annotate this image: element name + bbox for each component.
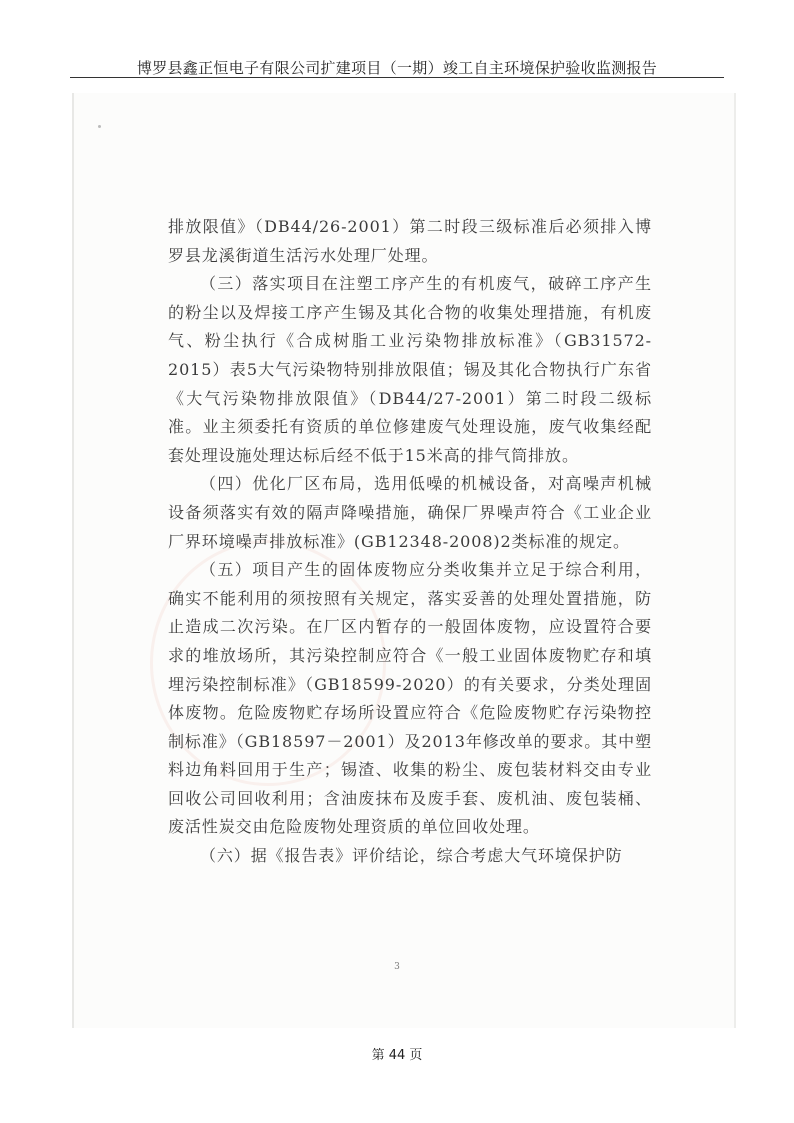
page-footer-number: 第 44 页: [371, 1048, 423, 1063]
paragraph-item-6: （六）据《报告表》评价结论，综合考虑大气环境保护防: [200, 846, 623, 866]
scan-right-edge: [734, 93, 736, 1028]
document-body: [168, 213, 652, 871]
paragraph-item-4: （四）优化厂区布局，选用低噪的机械设备，对高噪声机械设备须落实有效的隔声降噪措施，确保厂界噪声符合《工业企业厂界环境噪声排放标准》(GB12348-2008)2类标准的规定。: [168, 474, 652, 551]
report-header-title: 博罗县鑫正恒电子有限公司扩建项目（一期）竣工自主环境保护验收监测报告: [136, 59, 658, 77]
scan-speck: [98, 125, 101, 128]
header-divider: [70, 77, 724, 78]
paragraph-item-3: （三）落实项目在注塑工序产生的有机废气，破碎工序产生的粉尘以及焊接工序产生锡及其化合物的收集处理措施，有机废气、粉尘执行《合成树脂工业污染物排放标准》（GB31572-2015）表5大气污染物特别排放限值；锡及其化合物执行广东省《大气污染物排放限值》（DB44/27-2001）第二时段二级标准。业主须委托有资质的单位修建废气处理设施，废气收集经配套处理设施处理达标后经不低于15米高的排气筒排放。: [168, 274, 652, 465]
paragraph-continuation: 排放限值》（DB44/26-2001）第二时段三级标准后必须排入博罗县龙溪街道生活污水处理厂处理。: [168, 217, 652, 265]
scanned-page-number: 3: [394, 962, 400, 972]
scan-left-edge: [72, 93, 74, 1028]
paragraph-item-5: （五）项目产生的固体废物应分类收集并立足于综合利用，确实不能利用的须按照有关规定，落实妥善的处理处置措施，防止造成二次污染。在厂区内暂存的一般固体废物，应设置符合要求的堆放场所，其污染控制应符合《一般工业固体废物贮存和填埋污染控制标准》（GB18599-2020）的有关要求，分类处理固体废物。危险废物贮存场所设置应符合《危险废物贮存污染物控制标准》（GB18597－2001）及2013年修改单的要求。其中塑料边角料回用于生产；锡渣、收集的粉尘、废包装材料交由专业回收公司回收利用；含油废抹布及废手套、废机油、废包装桶、废活性炭交由危险废物处理资质的单位回收处理。: [168, 560, 652, 837]
